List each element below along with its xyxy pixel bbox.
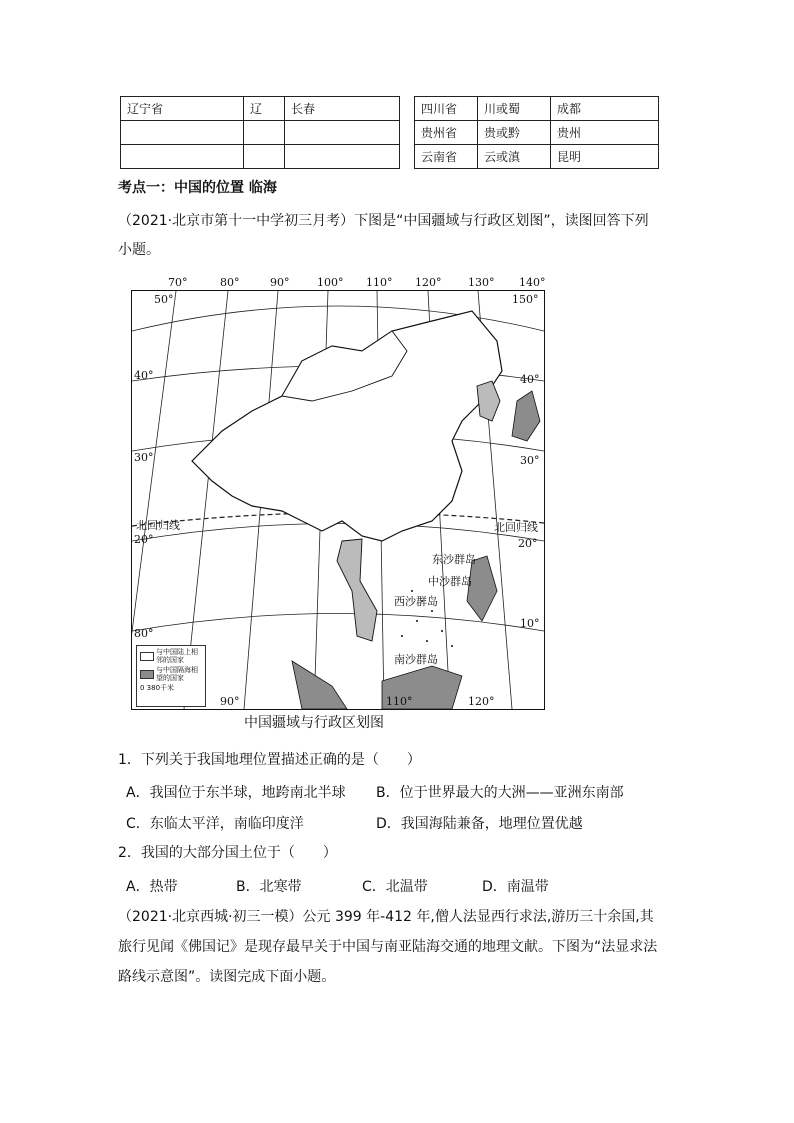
legend-item (140, 648, 202, 664)
option-b: B．位于世界最大的大洲——亚洲东南部 (376, 785, 624, 801)
intro-line: （2021·北京市第十一中学初三月考）下图是“中国疆域与行政区划图”，读图回答下列 (118, 213, 649, 229)
latitude-label: 20° (134, 533, 154, 546)
intro-line: （2021·北京西城·初三一模）公元 399 年-412 年,僧人法显西行求法,游历三十余国,其 (118, 909, 654, 925)
longitude-label: 130° (468, 276, 495, 289)
longitude-label: 140° (519, 276, 546, 289)
table-row (121, 121, 659, 145)
intro-line: 小题。 (118, 242, 160, 258)
table-row (121, 97, 659, 121)
option-d: D．南温带 (482, 879, 549, 895)
table-gap (400, 121, 415, 145)
longitude-label: 120° (415, 276, 442, 289)
latitude-label: 40° (520, 373, 540, 386)
longitude-label: 70° (168, 276, 188, 289)
island-label: 南沙群岛 (394, 653, 438, 666)
table-gap (400, 97, 415, 121)
option-b: B．北寒带 (236, 879, 302, 895)
table-cell: 昆明 (551, 145, 659, 169)
question-stem: 1．下列关于我国地理位置描述正确的是（ ） (118, 752, 421, 768)
table-cell: 辽 (244, 97, 285, 121)
island-label: 西沙群岛 (394, 595, 438, 608)
table-cell: 长春 (285, 97, 400, 121)
latitude-label: 30° (520, 454, 540, 467)
island-label: 东沙群岛 (432, 553, 476, 566)
longitude-label: 120° (468, 695, 495, 708)
option-c: C．北温带 (362, 879, 428, 895)
longitude-label: 100° (317, 276, 344, 289)
map-legend (136, 645, 206, 707)
legend-swatch-shaded (140, 670, 154, 679)
latitude-label: 20° (518, 537, 538, 550)
longitude-label: 90° (270, 276, 290, 289)
table-cell (285, 121, 400, 145)
question-stem: 2．我国的大部分国土位于（ ） (118, 845, 337, 861)
map-caption: 中国疆域与行政区划图 (244, 715, 384, 731)
table-cell: 川或蜀 (478, 97, 551, 121)
scale-label: 0 380千米 (140, 684, 175, 692)
longitude-label: 80° (134, 627, 154, 640)
option-d: D．我国海陆兼备，地理位置优越 (376, 816, 583, 832)
latitude-label: 10° (520, 617, 540, 630)
latitude-label: 40° (134, 369, 154, 382)
table-cell (244, 145, 285, 169)
longitude-label: 80° (220, 276, 240, 289)
longitude-label: 110° (386, 695, 413, 708)
china-territory-map (131, 290, 545, 710)
island-label: 中沙群岛 (428, 575, 472, 588)
table-cell (121, 121, 244, 145)
legend-swatch-white (140, 652, 154, 661)
intro-line: 路线示意图”。读图完成下面小题。 (118, 969, 336, 985)
table-cell: 辽宁省 (121, 97, 244, 121)
table-cell: 云或滇 (478, 145, 551, 169)
latitude-label: 150° (512, 293, 539, 306)
table-cell: 云南省 (415, 145, 478, 169)
longitude-label: 110° (366, 276, 393, 289)
option-c: C．东临太平洋，南临印度洋 (126, 816, 304, 832)
tropic-label: 北回归线 (136, 519, 180, 532)
table-cell (121, 145, 244, 169)
tropic-label: 北回归线 (494, 521, 538, 534)
table-cell: 四川省 (415, 97, 478, 121)
longitude-label: 90° (220, 695, 240, 708)
legend-label: 与中国陆上相邻的国家 (156, 648, 198, 664)
table-cell (244, 121, 285, 145)
section-heading: 考点一：中国的位置 临海 (118, 180, 277, 196)
province-table (120, 96, 659, 169)
table-gap (400, 145, 415, 169)
table-cell: 贵或黔 (478, 121, 551, 145)
table-row (121, 145, 659, 169)
option-a: A．热带 (126, 879, 178, 895)
intro-line: 旅行见闻《佛国记》是现存最早关于中国与南亚陆海交通的地理文献。下图为“法显求法 (118, 939, 658, 955)
table-cell: 贵州省 (415, 121, 478, 145)
latitude-label: 30° (134, 451, 154, 464)
legend-scale (140, 684, 202, 692)
option-a: A．我国位于东半球，地跨南北半球 (126, 785, 346, 801)
table-cell: 贵州 (551, 121, 659, 145)
legend-label: 与中国隔海相望的国家 (156, 666, 198, 682)
table-cell: 成都 (551, 97, 659, 121)
legend-item (140, 666, 202, 682)
table-cell (285, 145, 400, 169)
latitude-label: 50° (154, 293, 174, 306)
